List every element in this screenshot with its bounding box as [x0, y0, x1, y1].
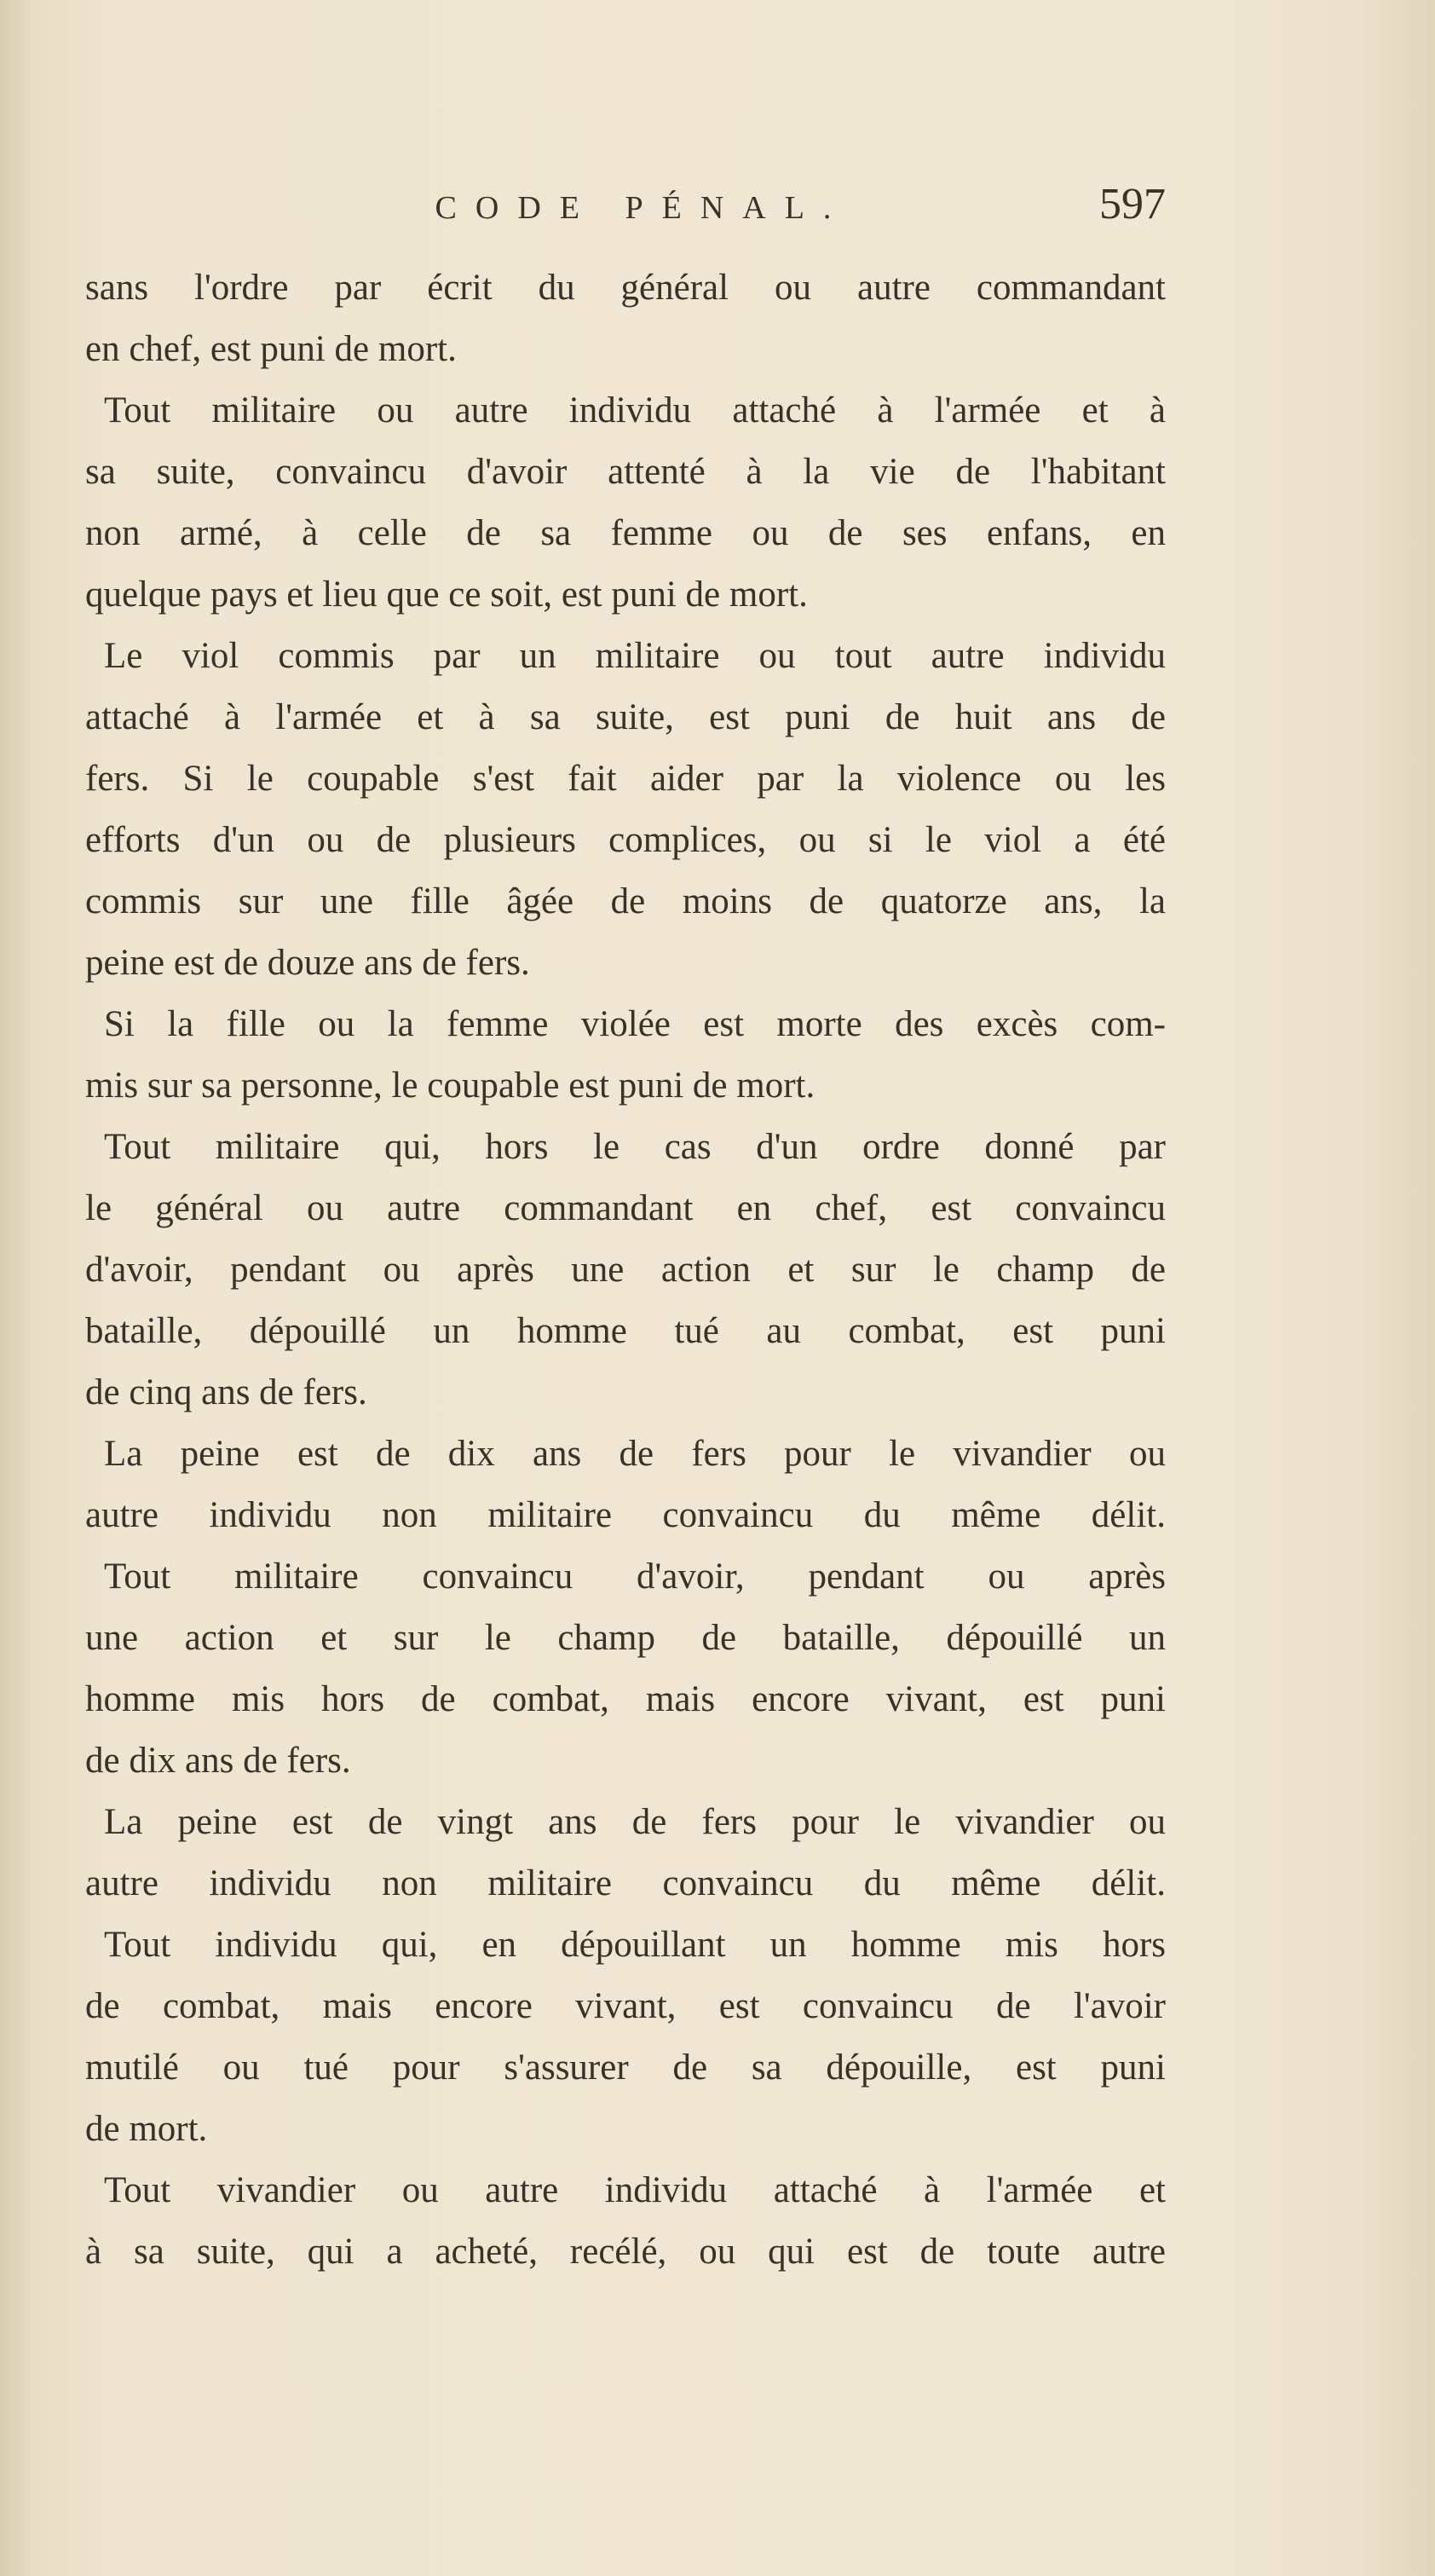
paragraph: [85, 2160, 1166, 2283]
page-header: [85, 179, 1166, 240]
text-line: de cinq ans de fers.: [85, 1372, 367, 1412]
paragraph: [85, 1546, 1166, 1792]
text-line: autre individu non militaire convaincu du même délit.: [85, 1863, 1166, 1903]
paragraph: [85, 626, 1166, 994]
text-line: La peine est de vingt ans de fers pour le vivandier ou: [104, 1802, 1166, 1842]
text-line: en chef, est puni de mort.: [85, 329, 457, 369]
text-line: Tout individu qui, en dépouillant un homme mis hors: [104, 1925, 1166, 1965]
text-line: sa suite, convaincu d'avoir attenté à la vie de l'habitant: [85, 452, 1166, 492]
paragraph: [85, 380, 1166, 626]
text-line: le général ou autre commandant en chef, est convaincu: [85, 1188, 1166, 1228]
text-line: sans l'ordre par écrit du général ou autre commandant: [85, 268, 1166, 308]
text-line: bataille, dépouillé un homme tué au combat, est puni: [85, 1311, 1166, 1351]
paragraph: [85, 257, 1166, 380]
text-line: de combat, mais encore vivant, est convaincu de l'avoir: [85, 1986, 1166, 2026]
text-line: à sa suite, qui a acheté, recélé, ou qui est de toute autre: [85, 2232, 1166, 2272]
text-line: une action et sur le champ de bataille, dépouillé un: [85, 1618, 1166, 1658]
text-line: peine est de douze ans de fers.: [85, 943, 530, 983]
page-number: 597: [1099, 180, 1166, 228]
text-line: fers. Si le coupable s'est fait aider par la violence ou les: [85, 759, 1166, 799]
text-line: Tout militaire ou autre individu attaché à l'armée et à: [104, 390, 1166, 430]
text-line: Tout militaire qui, hors le cas d'un ordre donné par: [104, 1127, 1166, 1167]
running-title: CODE PÉNAL.: [435, 190, 850, 226]
paragraph: [85, 1117, 1166, 1424]
text-line: de mort.: [85, 2109, 208, 2149]
text-line: autre individu non militaire convaincu du même délit.: [85, 1495, 1166, 1535]
text-line: commis sur une fille âgée de moins de quatorze ans, la: [85, 881, 1166, 921]
text-line: Tout vivandier ou autre individu attaché à l'armée et: [104, 2170, 1166, 2210]
text-line: mutilé ou tué pour s'assurer de sa dépouille, est puni: [85, 2048, 1166, 2088]
text-line: quelque pays et lieu que ce soit, est puni de mort.: [85, 575, 808, 615]
text-line: homme mis hors de combat, mais encore vivant, est puni: [85, 1679, 1166, 1719]
text-line: attaché à l'armée et à sa suite, est puni de huit ans de: [85, 697, 1166, 737]
text-line: de dix ans de fers.: [85, 1741, 351, 1781]
text-line: non armé, à celle de sa femme ou de ses enfans, en: [85, 513, 1166, 553]
text-line: Tout militaire convaincu d'avoir, pendant ou après: [104, 1557, 1166, 1597]
text-line: Le viol commis par un militaire ou tout autre individu: [104, 636, 1166, 676]
text-line: La peine est de dix ans de fers pour le vivandier ou: [104, 1434, 1166, 1474]
paragraph: [85, 1792, 1166, 1915]
body-text: [85, 257, 1166, 2283]
text-line: mis sur sa personne, le coupable est puni de mort.: [85, 1066, 815, 1106]
text-line: d'avoir, pendant ou après une action et sur le champ de: [85, 1250, 1166, 1290]
paragraph: [85, 1424, 1166, 1546]
text-line: efforts d'un ou de plusieurs complices, ou si le viol a été: [85, 820, 1166, 860]
text-line: Si la fille ou la femme violée est morte des excès com-: [104, 1004, 1166, 1044]
paragraph: [85, 994, 1166, 1117]
paragraph: [85, 1915, 1166, 2160]
